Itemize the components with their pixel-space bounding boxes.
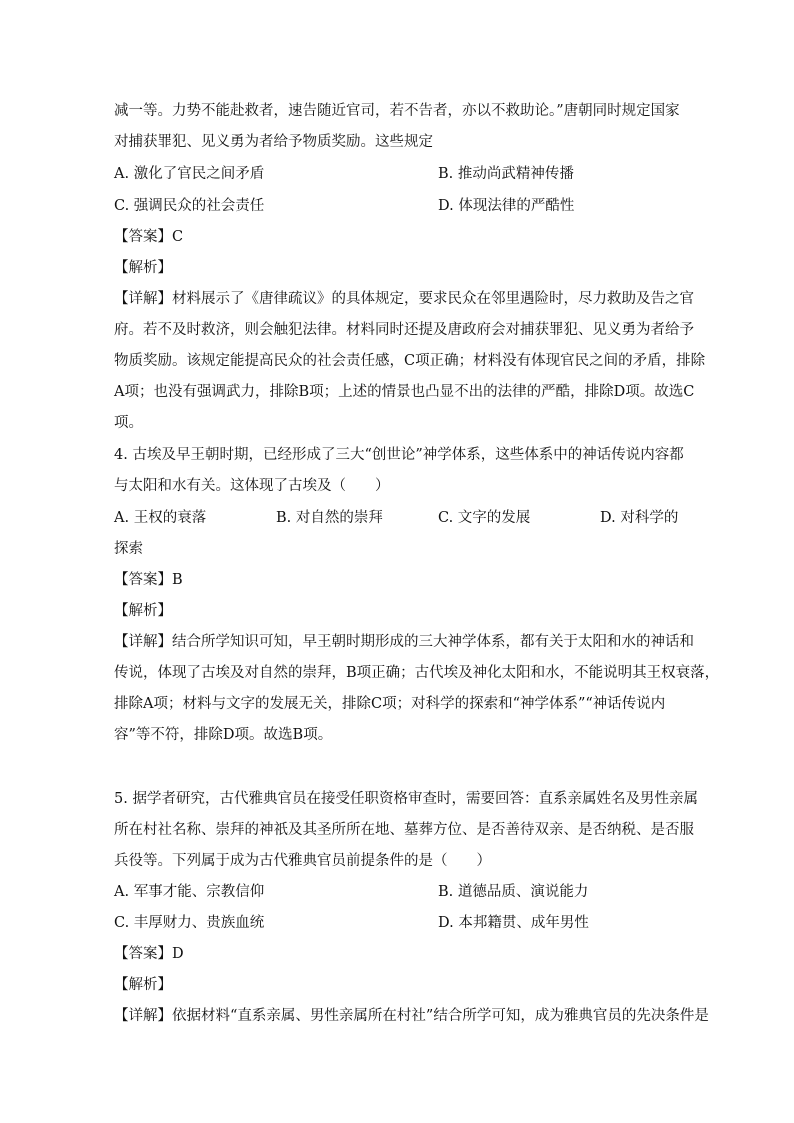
q5-stem-line-1: 5. 据学者研究，古代雅典官员在接受任职资格审查时，需要回答：直系亲属姓名及男性亲属 bbox=[114, 791, 698, 807]
q5-detail-line-1: 【详解】依据材料“直系亲属、男性亲属所在村社”结合所学可知，成为雅典官员的先决条件是 bbox=[114, 1008, 709, 1024]
q3-detail-line-4: A项；也没有强调武力，排除B项；上述的情景也凸显不出的法律的严酷，排除D项。故选C bbox=[114, 384, 695, 400]
q3-detail-line-5: 项。 bbox=[114, 415, 143, 431]
q5-option-b: B. 道德品质、演说能力 bbox=[438, 884, 589, 900]
q3-option-a: A. 激化了官民之间矛盾 bbox=[114, 166, 265, 182]
q5-option-d: D. 本邦籍贯、成年男性 bbox=[438, 915, 589, 931]
q3-option-c: C. 强调民众的社会责任 bbox=[114, 198, 265, 214]
q4-analysis-label: 【解析】 bbox=[114, 603, 172, 619]
q4-option-a: A. 王权的衰落 bbox=[114, 510, 207, 526]
q4-detail-line-2: 传说，体现了古埃及对自然的崇拜，B项正确；古代埃及神化太阳和水，不能说明其王权衰落， bbox=[114, 665, 720, 681]
q4-stem-line-2: 与太阳和水有关。这体现了古埃及（ ） bbox=[114, 478, 390, 494]
q4-option-c: C. 文字的发展 bbox=[438, 510, 531, 526]
q5-stem-line-2: 所在村社名称、崇拜的神祇及其圣所所在地、墓葬方位、是否善待双亲、是否纳税、是否服 bbox=[114, 822, 694, 838]
q3-detail-line-2: 府。若不及时救济，则会触犯法律。材料同时还提及唐政府会对捕获罪犯、见义勇为者给予 bbox=[114, 322, 694, 338]
q3-analysis-label: 【解析】 bbox=[114, 260, 172, 276]
q3-stem-line-2: 对捕获罪犯、见义勇为者给予物质奖励。这些规定 bbox=[114, 134, 433, 150]
q5-stem-line-3: 兵役等。下列属于成为古代雅典官员前提条件的是（ ） bbox=[114, 853, 491, 869]
q4-answer: 【答案】B bbox=[114, 572, 183, 588]
q3-option-b: B. 推动尚武精神传播 bbox=[438, 166, 574, 182]
q5-answer: 【答案】D bbox=[114, 946, 184, 962]
q5-analysis-label: 【解析】 bbox=[114, 977, 172, 993]
q4-option-d-wrap: 探索 bbox=[114, 541, 143, 557]
q3-stem-line-1: 减一等。力势不能赴救者，速告随近官司，若不告者，亦以不救助论。”唐朝同时规定国家 bbox=[114, 103, 680, 119]
q4-option-b: B. 对自然的崇拜 bbox=[276, 510, 383, 526]
q5-option-a: A. 军事才能、宗教信仰 bbox=[114, 884, 265, 900]
q4-detail-line-3: 排除A项；材料与文字的发展无关，排除C项；对科学的探索和“神学体系”“神话传说内 bbox=[114, 696, 666, 712]
q3-detail-line-3: 物质奖励。该规定能提高民众的社会责任感，C项正确；材料没有体现官民之间的矛盾，排除 bbox=[114, 353, 706, 369]
q3-answer: 【答案】C bbox=[114, 229, 184, 245]
q4-stem-line-1: 4. 古埃及早王朝时期，已经形成了三大“创世论”神学体系，这些体系中的神话传说内容都 bbox=[114, 447, 684, 463]
q4-detail-line-1: 【详解】结合所学知识可知，早王朝时期形成的三大神学体系，都有关于太阳和水的神话和 bbox=[114, 634, 694, 650]
q3-option-d: D. 体现法律的严酷性 bbox=[438, 198, 575, 214]
q5-option-c: C. 丰厚财力、贵族血统 bbox=[114, 915, 265, 931]
q4-option-d: D. 对科学的 bbox=[600, 510, 679, 526]
q4-detail-line-4: 容”等不符，排除D项。故选B项。 bbox=[114, 727, 333, 743]
q3-detail-line-1: 【详解】材料展示了《唐律疏议》的具体规定，要求民众在邻里遇险时，尽力救助及告之官 bbox=[114, 291, 694, 307]
